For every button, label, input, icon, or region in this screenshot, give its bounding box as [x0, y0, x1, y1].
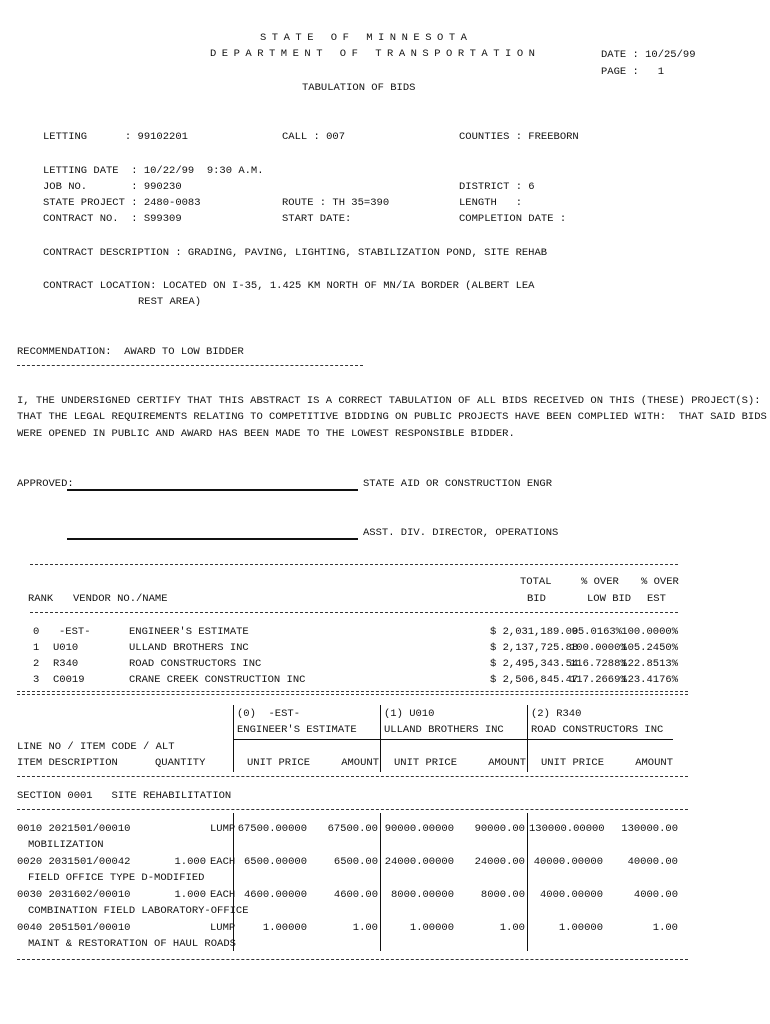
header-amount: AMOUNT	[488, 757, 526, 769]
letting-date: LETTING DATE : 10/22/99 9:30 A.M.	[43, 165, 264, 177]
header-amount: AMOUNT	[341, 757, 379, 769]
header-amount: AMOUNT	[635, 757, 673, 769]
unit-price-2: 1.00000	[558, 922, 603, 934]
item-code: 0020 2031501/00042	[17, 856, 131, 868]
divider	[233, 739, 673, 740]
unit-price-0: 4600.00000	[243, 889, 307, 901]
amount-1: 24000.00	[474, 856, 525, 868]
contract-location: CONTRACT LOCATION: LOCATED ON I-35, 1.425 KM NORTH OF MN/IA BORDER (ALBERT LEA	[43, 280, 535, 292]
signature-line-1	[67, 489, 358, 491]
header-unit-price: UNIT PRICE	[394, 757, 458, 769]
unit-price-0: 1.00000	[262, 922, 307, 934]
unit-price-1: 24000.00000	[384, 856, 454, 868]
divider	[17, 365, 363, 366]
header-unit-price: UNIT PRICE	[247, 757, 311, 769]
vendor-no: -EST-	[59, 626, 91, 638]
rank-header-over-est: % OVER	[641, 576, 679, 588]
item-description: MAINT & RESTORATION OF HAUL ROADS	[28, 938, 236, 950]
pct-over-low: 116.7288%	[570, 658, 627, 670]
amount-2: 4000.00	[633, 889, 678, 901]
rank-number: 0	[33, 626, 40, 638]
call: CALL : 007	[282, 131, 346, 143]
rank-header-over-low: % OVER	[581, 576, 619, 588]
rank-header-vendor: VENDOR NO./NAME	[73, 593, 168, 605]
divider	[17, 776, 688, 777]
header-state: STATE OF MINNESOTA	[260, 32, 473, 44]
rank-number: 1	[33, 642, 40, 654]
rank-header-est: EST	[647, 593, 666, 605]
pct-over-low: 95.0163%	[571, 626, 622, 638]
column-separator	[527, 813, 528, 951]
bidder-1-name: ULLAND BROTHERS INC	[384, 724, 504, 736]
certify-line-1: I, THE UNDERSIGNED CERTIFY THAT THIS ABSTRACT IS A CORRECT TABULATION OF ALL BIDS RECEIVED ON THIS (THESE) PROJECT(S):	[17, 395, 761, 407]
vendor-name: CRANE CREEK CONSTRUCTION INC	[129, 674, 306, 686]
vendor-name: ROAD CONSTRUCTORS INC	[129, 658, 262, 670]
state-project: STATE PROJECT : 2480-0083	[43, 197, 201, 209]
counties: COUNTIES : FREEBORN	[459, 131, 579, 143]
unit-price-1: 8000.00000	[390, 889, 454, 901]
unit-price-2: 4000.00000	[539, 889, 603, 901]
amount-0: 1.00	[352, 922, 378, 934]
vendor-no: U010	[53, 642, 79, 654]
item-code: 0040 2051501/00010	[17, 922, 131, 934]
total-bid: $ 2,031,189.00	[490, 626, 579, 638]
rank-header-total: TOTAL	[520, 576, 552, 588]
amount-2: 1.00	[652, 922, 678, 934]
page-title: TABULATION OF BIDS	[302, 82, 416, 94]
rank-number: 3	[33, 674, 40, 686]
unit-price-0: 67500.00000	[237, 823, 307, 835]
letting: LETTING : 99102201	[43, 131, 188, 143]
item-quantity: 1.000	[174, 856, 206, 868]
start-date: START DATE:	[282, 213, 352, 225]
recommendation: RECOMMENDATION: AWARD TO LOW BIDDER	[17, 346, 244, 358]
section-title: SECTION 0001 SITE REHABILITATION	[17, 790, 232, 802]
header-page: PAGE : 1	[601, 66, 665, 78]
vendor-no: R340	[53, 658, 79, 670]
amount-2: 40000.00	[627, 856, 678, 868]
header-date: DATE : 10/25/99	[601, 49, 696, 61]
bidder-2-name: ROAD CONSTRUCTORS INC	[531, 724, 664, 736]
double-divider	[17, 691, 688, 695]
length: LENGTH :	[459, 197, 523, 209]
divider	[30, 612, 678, 613]
header-department: DEPARTMENT OF TRANSPORTATION	[210, 48, 541, 60]
item-quantity: 1.000	[174, 889, 206, 901]
certify-line-2: THAT THE LEGAL REQUIREMENTS RELATING TO COMPETITIVE BIDDING ON PUBLIC PROJECTS HAVE BEEN COMPLIED WITH: THAT SAID BIDS	[17, 411, 767, 423]
item-unit: LUMP	[210, 922, 236, 934]
amount-0: 4600.00	[333, 889, 378, 901]
pct-over-low: 117.2669%	[570, 674, 627, 686]
total-bid: $ 2,495,343.54	[490, 658, 579, 670]
contract-description: CONTRACT DESCRIPTION : GRADING, PAVING, LIGHTING, STABILIZATION POND, SITE REHAB	[43, 247, 548, 259]
unit-price-0: 6500.00000	[243, 856, 307, 868]
item-unit: EACH	[210, 889, 236, 901]
header-line-item: LINE NO / ITEM CODE / ALT	[17, 741, 175, 753]
district: DISTRICT : 6	[459, 181, 535, 193]
bidder-0-name: ENGINEER'S ESTIMATE	[237, 724, 357, 736]
column-separator	[380, 813, 381, 951]
pct-over-est: 100.0000%	[621, 626, 678, 638]
unit-price-1: 1.00000	[409, 922, 454, 934]
amount-0: 6500.00	[333, 856, 378, 868]
header-item-description: ITEM DESCRIPTION	[17, 757, 118, 769]
item-description: MOBILIZATION	[28, 839, 104, 851]
divider	[17, 809, 688, 810]
unit-price-1: 90000.00000	[384, 823, 454, 835]
completion-date: COMPLETION DATE :	[459, 213, 567, 225]
pct-over-est: 123.4176%	[621, 674, 678, 686]
pct-over-est: 105.2450%	[621, 642, 678, 654]
total-bid: $ 2,506,845.47	[490, 674, 579, 686]
item-unit: LUMP	[210, 823, 236, 835]
signature-line-2	[67, 538, 358, 540]
vendor-name: ENGINEER'S ESTIMATE	[129, 626, 249, 638]
amount-1: 1.00	[499, 922, 525, 934]
rank-header-lowbid: LOW BID	[587, 593, 632, 605]
contract-location-cont: REST AREA)	[138, 296, 202, 308]
approved-label: APPROVED:	[17, 478, 74, 490]
vendor-name: ULLAND BROTHERS INC	[129, 642, 249, 654]
divider	[30, 564, 678, 565]
total-bid: $ 2,137,725.88	[490, 642, 579, 654]
bidder-1-code: (1) U010	[384, 708, 435, 720]
signature-title-2: ASST. DIV. DIRECTOR, OPERATIONS	[363, 527, 559, 539]
unit-price-2: 130000.00000	[529, 823, 605, 835]
unit-price-2: 40000.00000	[533, 856, 603, 868]
amount-1: 90000.00	[474, 823, 525, 835]
item-code: 0030 2031602/00010	[17, 889, 131, 901]
rank-header-bid: BID	[527, 593, 546, 605]
item-unit: EACH	[210, 856, 236, 868]
pct-over-low: 100.0000%	[570, 642, 627, 654]
certify-line-3: WERE OPENED IN PUBLIC AND AWARD HAS BEEN MADE TO THE LOWEST RESPONSIBLE BIDDER.	[17, 428, 515, 440]
contract-no: CONTRACT NO. : S99309	[43, 213, 182, 225]
vendor-no: C0019	[53, 674, 85, 686]
rank-number: 2	[33, 658, 40, 670]
route: ROUTE : TH 35=390	[282, 197, 390, 209]
item-description: COMBINATION FIELD LABORATORY-OFFICE	[28, 905, 249, 917]
amount-2: 130000.00	[621, 823, 678, 835]
job-no: JOB NO. : 990230	[43, 181, 182, 193]
divider	[17, 959, 688, 960]
rank-header-rank: RANK	[28, 593, 54, 605]
pct-over-est: 122.8513%	[621, 658, 678, 670]
header-unit-price: UNIT PRICE	[541, 757, 605, 769]
amount-1: 8000.00	[480, 889, 525, 901]
amount-0: 67500.00	[327, 823, 378, 835]
header-quantity: QUANTITY	[155, 757, 206, 769]
item-code: 0010 2021501/00010	[17, 823, 131, 835]
bidder-0-code: (0) -EST-	[237, 708, 301, 720]
signature-title-1: STATE AID OR CONSTRUCTION ENGR	[363, 478, 553, 490]
item-description: FIELD OFFICE TYPE D-MODIFIED	[28, 872, 205, 884]
bidder-2-code: (2) R340	[531, 708, 582, 720]
